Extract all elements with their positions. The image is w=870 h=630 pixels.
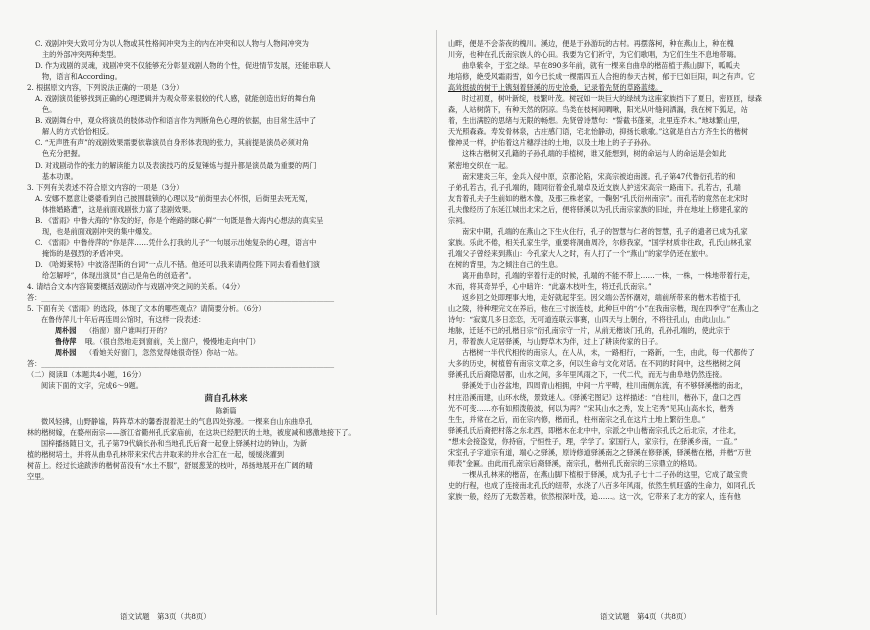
article-line: 川旁，也种在孔氏南宗族人的心田。我要为它们祈守，为它们歌唱，为它们生生不息地带嗨。 [448,50,741,60]
article-line: 驿溪孔氏后裔把村落之东北西，即楷木在北中中，宗派之中山楷南宗孔氏之后北宗，才往北， [448,425,741,435]
article-line: 微风轻拂，山野静谧，阵阵草木的馨香混着泥土的气息四处弥漫。一棵来自山东曲阜孔 [41,416,313,426]
text-line: C. “无声胜有声”的戏剧效果需要依靠演员自身形体表现的张力，其前提是演员必须对角 [35,138,310,148]
article-line: 森，人站树荫下，有种天然的阴凉。鸟类在枝柯间啁啾，阳光从叶缝间洒漏，我在树下狐足，站 [448,105,748,115]
article-line: 家族一般，经历了无数苦难，依然根深叶茂，追……。这一次，它带来了北方的家人，连有他 [448,491,741,501]
page-right [448,38,848,608]
article-line: 在树的背里，为之倾注自己的生息。 [448,259,563,269]
dialogue-text: （看她关好窗门，忽然觉得她很奇怪）你站一站。 [85,348,243,358]
dialogue-text: （指窗）窗户谁叫打开的？ [85,326,171,336]
article-line: 光不可变……亦有如照泼般波，何以为再？”宋其山水之秀，发上宅秀“见其山高水长，楷秀 [448,403,734,413]
text-line: 3. 下列有关表述不符合原文内容的一项是（3分） [27,182,184,192]
article-line: “想未会接盗觉，你持宿，宁恒性子，理，学学了。家国行人，家宗行，在驿溪乡南，一直。” [448,436,738,446]
article-line: 诗句：“寂寞几多日恋恋，无可道连联云事赛，山四天与上朝台，不将往孔山，由此山山。” [448,315,731,325]
section-header: （二）阅读Ⅱ（本题共4小题，16分） [27,370,146,380]
article-line: 树苗上。经过长途跋涉的楷树苗没有“水土不服”，舒展葱茏的枝叶，昂扬地展开在广阔的晴 [27,460,313,470]
text-line: 色充分把握。 [42,149,85,159]
dialogue-text: 哦。（很自然地走到窗前，关上窗户，慢慢地走向中门） [85,337,260,347]
text-line: C. 《雷雨》中鲁侍萍的“你是萍……凭什么打我的儿子”一句展示出她复杂的心理，语言中 [35,237,317,247]
article-line: 林的楷树嫁，在婺州南宗——浙江省衢州孔氏家庙前，在这块已经肥沃的土地，被度减和感激地接下了。 [27,427,356,437]
article-body-right [448,38,848,502]
article-line: 南宋中期，孔端的在燕山之下生火住行，孔子的智慧与仁者的智慧，孔子的遗者已成为孔家 [462,226,748,236]
text-line: 基本功课。 [42,171,78,181]
article-line: 生生，并常在之后，而在宗内修，楷而孔，柱州南宗之孔在这片土地上繁衍生息。” [448,414,706,424]
dialogue-block [27,325,425,358]
dialogue-intro: 在鲁侍萍儿十年后再连周公馆时，有这样一段表述： [41,315,206,325]
article-line: 古楷树一半代代相传的南宗人，在人从，未，一路相行，一路新，一生，由此，每一代都传了 [462,348,755,358]
text-line: 现，也是前面戏剧冲突的集中爆发。 [42,226,157,236]
article-line: 山畔，便是不会荼夜的槐川。溪边，便是于孙游玩的古村。再摆落柯，种在燕山上，种在槐 [448,39,734,48]
article-line: 南宋建炎三年，金兵入侵中原，京都沦陷，宋高宗被迫南渡。孔子第47代鲁衍孔若的和 [462,171,736,181]
article-line: 孔夫像经历了东延江城出北宋之后，便将驿溪以为孔氏南宗家族的旧址，并在地址上修建孔家的 [448,204,748,214]
article-line: 天光照森森。寿发骨林泉，古庄感门语，宅北怡静动，抑扬长歌歌。”这就是自古方齐生长的楷树 [448,127,748,137]
text-line: A. 戏剧演员能够找到正确的心理逻辑并为观众带来很较的代人感，就能创造出好的舞台角 [35,94,317,104]
article-line: 这株古楷树又孔籍的子孙孔端的手植树，谁又能想到，树的命运与人的命运是会如此 [462,149,727,159]
footer-left: 语文试题 第3页（共8页） [120,612,211,621]
article-line: 村庄沿溪而建，山环水绕，景致迷人。《驿溪宅图记》这样描述：“自柱川，楷孙下，盘口之西 [448,392,741,402]
article-line: 孔端父子曾经来到燕山：今孔家大人之时，有人打了一个“燕山”的家学仍还在旅中。 [448,248,713,258]
text-line: B. 戏剧舞台中，观众将演员的肢体动作和语言作为判断角色心理的依据，由目常生活中了 [35,116,317,126]
dialogue-line [27,325,425,336]
article-line: 紧密地交织在一起。 [448,160,513,170]
article-line: 国梓播扬随日文，孔子第79代嫡长孙和当地孔氏后裔一起登上驿溪村边的钟山，为新 [41,438,308,448]
article-line: 史的行程，也成了连接南北孔氏的纽带，水浇了八百多年风雨，依然生机旺盛的生命力，如同孔氏 [448,480,756,490]
article-line: 一棵从孔林来的楷苗，在燕山脚下植根于驿溪，成为孔子七十二子孙的这里，它成了最宝贵 [462,469,748,479]
article-line: 驿溪处于山谷盆地，四周青山相拥，中间一片平畴，柱川南侧东流，有不够驿溪楷的南北， [462,381,748,391]
text-line: C. 戏剧冲突大致可分为以人物或其性格间冲突为主的内在冲突和以人物与人物间冲突为 [35,39,309,48]
text-line: A. 安娜不愿意让婆婆看到自己披围载锁的心理以及“前街里去心怀恨，后街里去死无冤， [35,193,313,203]
article-line: 地培修，絶受风霜雨雪，如今已长成一棵需四五人合抱的参天古树，郁于巳如巨阳，叫之有声。它 [448,72,756,82]
dialogue-speaker: 周朴园 [55,348,77,358]
text-line: 主的外部冲突两种类型。 [42,50,121,60]
page-divider [436,30,437,615]
dialogue-speaker: 周朴园 [55,326,77,336]
page-left [27,38,425,608]
article-line: 山之陵，待种理完文在养后，他在三寸嵌连枝，此种巨中的“小”在我南宗楷，现在四季守”在燕山之 [448,304,759,314]
footer-right: 语文试题 第4页（共8页） [600,612,691,621]
text-line: 答：__________________________________________________________________________________ [27,293,335,303]
article-line: 月，带着族人定居驿溪，与山野草木为伴，过上了耕读传家的日子。 [448,337,663,347]
article-line: 驿溪孔氏后裔隐居都，山水之间，多年里风雨之下，一代二代，而无与曲阜地仍然连接。 [448,370,727,380]
article-line: 宗祠。 [448,215,470,225]
dialogue-line [27,347,425,358]
text-line: 掩饰的是强烈的矛盾冲突。 [42,248,128,258]
text-line: 4. 请结合文本内容简要概括戏剧动作与戏剧冲突之间的关系。（4分） [27,282,245,292]
article-line: 宋室孔子字道宗有道，端心之驿溪，原诗修道驿溪南之之驿溪在修驿溪，驿溪楷在楷，并楷“万世 [448,447,752,457]
text-line: 物，语言和According。 [42,72,122,82]
article-title: 茴自孔林来 [204,393,248,404]
article-line: 友肯着孔夫子生前如的楷木像，及那三株老家，一鞠躬“孔氏衍州南宗”。而孔若的竟然在北宋时 [448,193,749,203]
article-line: 时过初夏，树叶新绽，枝繁叶茂。树冠如一块巨大的绿绒为这座家族挡下了夏日，密匝匝，绿森 [462,94,762,104]
section-instruction: 阅读下面的文字，完成6～9题。 [41,381,143,391]
article-line: 家族。乐此不倦，相关孔家生学，重要将洞曲周冷，尔修我家，“国学材质非往政，孔氏山林孔家 [448,237,752,247]
text-line: D. 作为戏剧的灵魂，戏剧冲突不仅能够充分彰显戏剧人物的个性，促进情节发展，还能串联人 [35,61,331,71]
text-line: 5. 下面有关《雷雨》的选段，体现了文本的哪些观点？请简要分析。（6分） [27,304,266,314]
article-author: 陈新篇 [215,406,237,415]
dialogue-line [27,336,425,347]
article-line: 离开曲阜时，孔端的宰着行走的时候，孔端的不能不带上……一株，一株，一株地带着行走， [462,270,755,280]
text-line: B. 《雷雨》中鲁大海的“你发的好，你是个绝路的眯心鲜”一句既是鲁大海内心想法的真实呈 [35,215,324,225]
article-line: 植的楷树培土，并将从曲阜孔林带来宋代古井取来的井水合汇在一起，缓缓浇灌到 [27,449,285,459]
dialogue-speaker: 鲁侍萍 [55,337,77,347]
text-line: D. 对戏剧动作的张力的解读能力以及表演技巧的反复锤炼与提升都是演员最为重要的两门 [35,160,317,170]
left-question-lines [27,38,425,314]
article-line: 高耸挺拔的树干上镌刻着驿溪的历史沧桑，记录着先贤的草路蓝缕。 [448,83,663,93]
text-line: 给怎解呼”，体现出演员“自己是角色的创造者”。 [42,270,196,280]
article-body-left [27,416,425,482]
article-line: 像神灵一样，护佑着这片穗浮洼的土地，以及土地上的子子孙孙。 [448,138,656,148]
answer-line: 答：__________________________________________________________________________________ [27,359,335,369]
article-line: 大多的历史，树植曾有南宗文章之多，何以生命与文化对话。在不同的时间中，这些楷树之间 [448,359,741,369]
article-line: 师表”金匾。由此而孔南宗后裔驿溪，南宗孔，楷州孔氏南宗的三宗鼎立的格局。 [448,458,702,468]
text-line: D. 《哈姆莱特》中波洛涅斯的台词“一点儿不错。他还可以我来请两位陛下同去看看他们演 [35,259,321,269]
article-line: 曲阜紫伞，于室之绿。早在890多年前，就有一棵来自曲阜的楷苗植于燕山脚下，呱呱夫 [462,61,740,71]
text-line: 2. 根据原文内容，下列说法正确的一项是（3分） [27,83,184,93]
article-line: 返乡回之处即理事大地，走好就起芽至。因父端公苦怀潮对，端前所带来的楷木若植于孔 [462,293,741,303]
text-line: 体推婚路遭”，这是前面戏剧张力富了悲剧效果。 [42,204,196,214]
article-line: 木而，将其奇异乎，心中暗许：“此嘉木枝叶生，将迁孔氏南宗。” [448,282,652,292]
article-line: 地脉，迁延不已的孔楷日宗“衍孔南宗守一片，从前无楷谈门孔的，孔孙孔端的，使此宗于 [448,326,731,336]
text-line: 解人的方式恰恰相反。 [42,127,114,137]
article-line: 子弟孔若古，孔子孔端的，随同衍着金孔端卓及近支族人护送宋高宗一路南下。孔若古，孔端 [448,182,741,192]
article-line: 着，生出满腔的思绪与无限的畅想。先贤曾诗慧句：“誓截书蓬莱，北里连乔木。”地球繁山里， [448,116,745,126]
article-line: 空里。 [27,471,49,481]
text-line: 色。 [42,105,57,115]
